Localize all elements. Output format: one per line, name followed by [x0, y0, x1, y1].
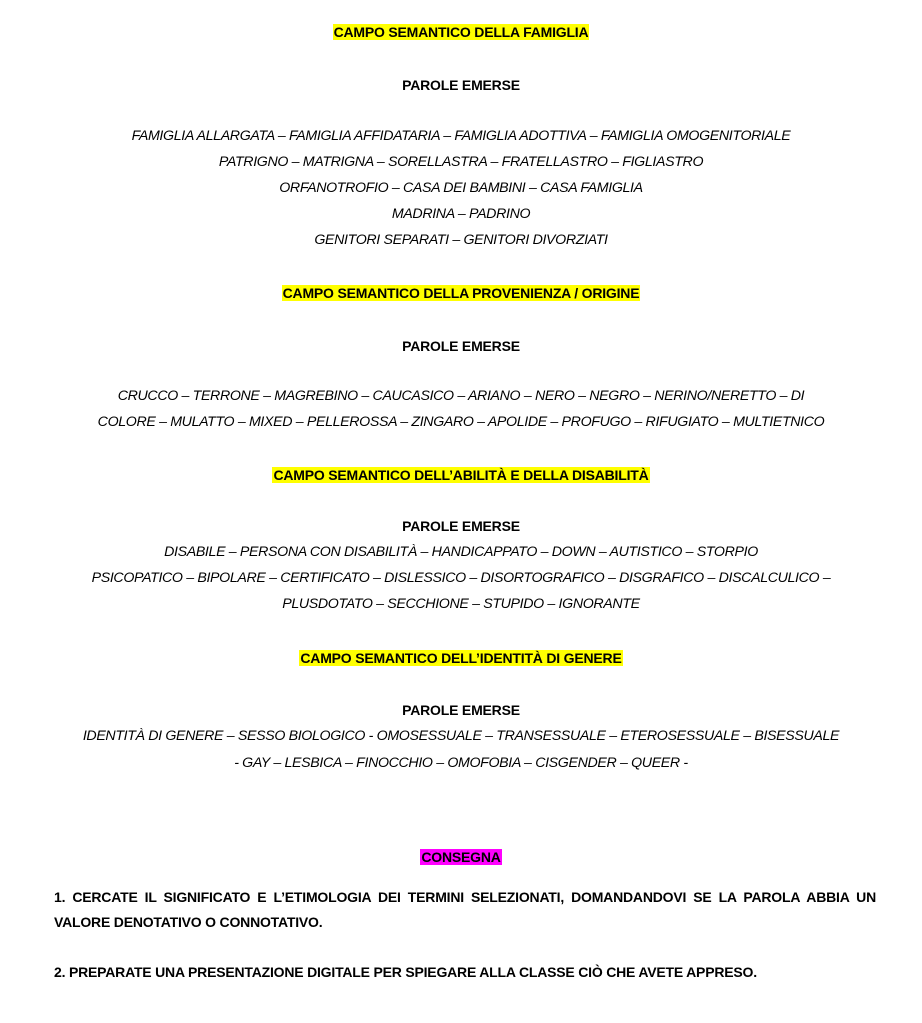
- word-line: PSICOPATICO – BIPOLARE – CERTIFICATO – DISLESSICO – DISORTOGRAFICO – DISGRAFICO – DISCALCULICO –: [91, 570, 831, 586]
- section-origin-heading-row: [0, 285, 922, 303]
- section-heading: CAMPO SEMANTICO DELLA FAMIGLIA: [333, 24, 589, 40]
- section-gender-heading-row: [0, 650, 922, 668]
- section-heading: CAMPO SEMANTICO DELL’IDENTITÀ DI GENERE: [300, 650, 622, 666]
- word-line: GENITORI SEPARATI – GENITORI DIVORZIATI: [314, 232, 608, 248]
- word-line: IDENTITÀ DI GENERE – SESSO BIOLOGICO - OMOSESSUALE – TRANSESSUALE – ETEROSESSUALE – BISESSUALE: [82, 728, 840, 744]
- section-ability-heading-row: [0, 467, 922, 485]
- section-subheading: PAROLE EMERSE: [402, 518, 520, 534]
- word-line: CRUCCO – TERRONE – MAGREBINO – CAUCASICO – ARIANO – NERO – NEGRO – NERINO/NERETTO – DI: [117, 388, 805, 404]
- section-heading: CAMPO SEMANTICO DELL’ABILITÀ E DELLA DISABILITÀ: [273, 467, 649, 483]
- section-subheading: PAROLE EMERSE: [402, 702, 520, 718]
- word-line: PATRIGNO – MATRIGNA – SORELLASTRA – FRATELLASTRO – FIGLIASTRO: [218, 154, 704, 170]
- assignment-item-1: 1. CERCATE IL SIGNIFICATO E L’ETIMOLOGIA DEI TERMINI SELEZIONATI, DOMANDANDOVI SE LA PAROLA ABBIA UN VALORE DENOTATIVO O CONNOTATIVO.: [54, 889, 876, 930]
- assignment-heading-row: [0, 849, 922, 867]
- word-line: PLUSDOTATO – SECCHIONE – STUPIDO – IGNORANTE: [282, 596, 640, 612]
- word-line: MADRINA – PADRINO: [391, 206, 531, 222]
- section-heading: CAMPO SEMANTICO DELLA PROVENIENZA / ORIGINE: [282, 285, 640, 301]
- section-subheading: PAROLE EMERSE: [402, 77, 520, 93]
- section-subheading: PAROLE EMERSE: [402, 338, 520, 354]
- assignment-item-2: 2. PREPARATE UNA PRESENTAZIONE DIGITALE PER SPIEGARE ALLA CLASSE CIÒ CHE AVETE APPRESO.: [54, 964, 757, 980]
- word-line: - GAY – LESBICA – FINOCCHIO – OMOFOBIA – CISGENDER – QUEER -: [234, 755, 688, 771]
- word-line: DISABILE – PERSONA CON DISABILITÀ – HANDICAPPATO – DOWN – AUTISTICO – STORPIO: [164, 544, 758, 560]
- word-line: FAMIGLIA ALLARGATA – FAMIGLIA AFFIDATARIA – FAMIGLIA ADOTTIVA – FAMIGLIA OMOGENITORIALE: [131, 128, 791, 144]
- assignment-heading: CONSEGNA: [421, 849, 501, 865]
- word-line: COLORE – MULATTO – MIXED – PELLEROSSA – ZINGARO – APOLIDE – PROFUGO – RIFUGIATO – MULTIETNICO: [97, 414, 825, 430]
- word-line: ORFANOTROFIO – CASA DEI BAMBINI – CASA FAMIGLIA: [279, 180, 643, 196]
- section-family-heading-row: [0, 24, 922, 42]
